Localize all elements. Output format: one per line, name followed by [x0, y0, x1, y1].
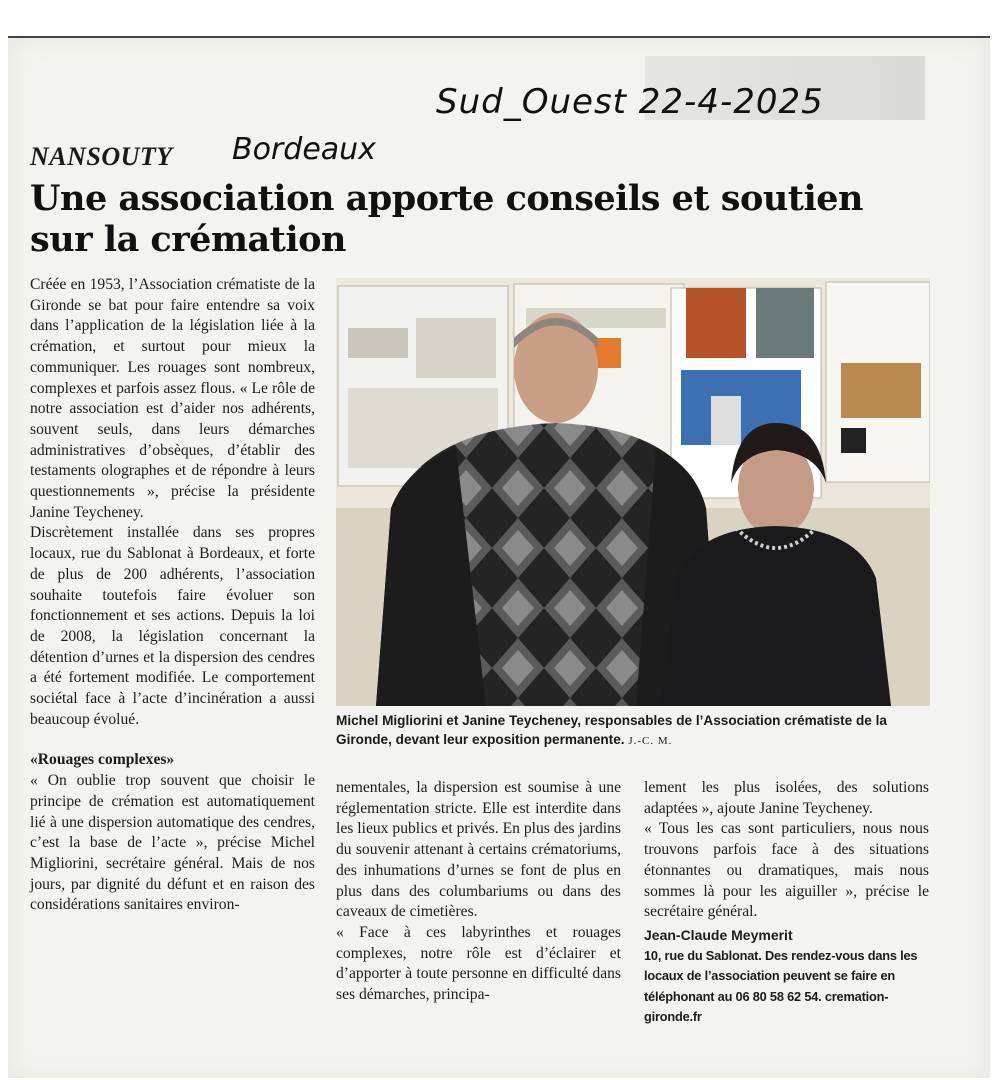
paragraph: « Face à ces labyrinthes et rouages complexes, notre rôle est d’éclairer et d’apporter à toute personne en difficulté dans ses démarches, principa- — [336, 923, 621, 1004]
article-photo — [336, 278, 930, 706]
paragraph: lement les plus isolées, des solutions adaptées », ajoute Janine Teycheney. — [644, 779, 929, 817]
photo-credit: J.-C. M. — [628, 734, 673, 747]
caption-text: Michel Migliorini et Janine Teycheney, responsables de l’Association crématiste de la Gironde, devant leur exposition permanente. — [336, 713, 887, 747]
paragraph: Créée en 1953, l’Association crématiste de la Gironde se bat pour faire entendre sa voix dans l’application de la législation liée à la crémation, et surtout pour mieux la communiquer. Les rouages sont nombreux, complexes et parfois assez flous. « Le rôle de notre association est d’aider nos adhérents, souvent seuls, dans leurs démarches administratives d’obsèques, d’établir des testaments olographes et de répondre à leurs questionnements », précise la présidente Janine Teycheney. — [30, 276, 315, 521]
paragraph: « Tous les cas sont particuliers, nous nous trouvons parfois face à des situations étonnantes ou dramatiques, mais nous sommes là pour les aiguiller », précise le secrétaire général. — [644, 820, 929, 921]
article-column-3 — [644, 778, 929, 1028]
article-subhead: «Rouages complexes» — [30, 751, 175, 769]
photo-caption — [336, 712, 930, 750]
paragraph: Discrètement installée dans ses propres locaux, rue du Sablonat à Bordeaux, et forte de plus de 200 adhérents, l’association souhaite toutefois faire évoluer son fonctionnement et ses actions. Depuis la loi de 2008, la législation concernant la détention d’urnes et la dispersion des cendres a été fortement modifiée. Le comportement sociétal face à l’acte d’incinération a aussi beaucoup évolué. — [30, 524, 315, 728]
article-headline: Une association apporte conseils et soutien sur la crémation — [30, 178, 863, 260]
handwritten-source-note: Sud_Ouest 22-4-2025 — [436, 82, 824, 122]
paragraph: nementales, la dispersion est soumise à une réglementation stricte. Elle est interdite dans les lieux publics et privés. En plus des jardins du souvenir attenant à certains crématoriums, des inhumations d’urnes se font de plus en plus dans des columbariums ou dans des caveaux de cimetières. — [336, 779, 621, 921]
article-kicker: NANSOUTY — [30, 142, 173, 171]
photo-illustration — [336, 278, 930, 706]
contact-info: 10, rue du Sablonat. Des rendez-vous dans les locaux de l’association peuvent se faire en téléphonant au 06 80 58 62 54. cremation-gironde.fr — [644, 947, 918, 1025]
article-column-1 — [30, 275, 315, 916]
paragraph: « On oublie trop souvent que choisir le principe de crémation est automatiquement lié à une dispersion automatique des cendres, c’est la base de l’acte », précise Michel Migliorini, secrétaire général. Mais de nos jours, par dignité du défunt et en raison des considérations sanitaires environ- — [30, 772, 315, 914]
author-signature: Jean-Claude Meymerit — [644, 926, 793, 943]
article-column-2 — [336, 778, 621, 1006]
handwritten-city-note: Bordeaux — [232, 132, 376, 167]
